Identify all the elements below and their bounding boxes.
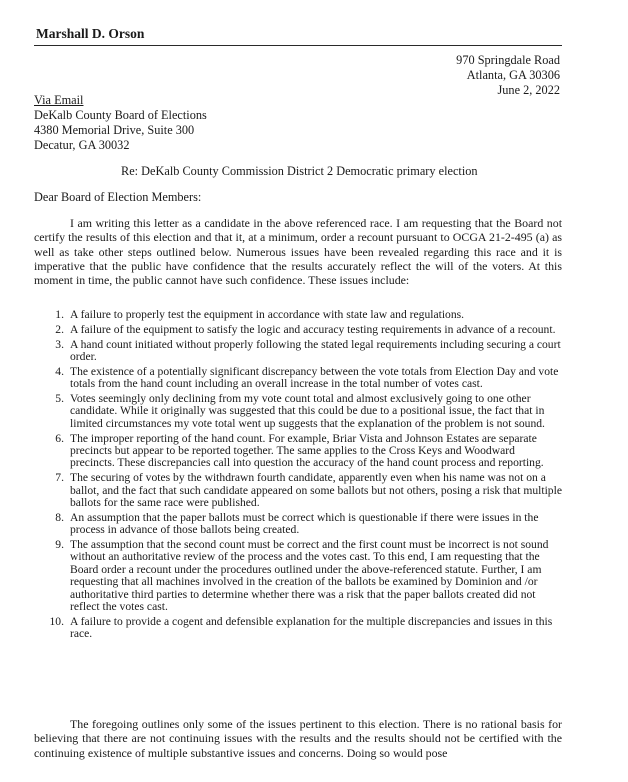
list-item <box>34 339 562 364</box>
addressee-street: 4380 Memorial Drive, Suite 300 <box>34 123 195 137</box>
list-item-number: 3. <box>55 337 64 351</box>
sender-city: Atlanta, GA 30306 <box>466 68 560 82</box>
addressee-block <box>34 93 207 153</box>
list-item-number: 8. <box>55 510 64 524</box>
letterhead-name: Marshall D. Orson <box>36 26 145 41</box>
delivery-method: Via Email <box>34 93 84 107</box>
subject-line: Re: DeKalb County Commission District 2 Democratic primary election <box>121 164 478 178</box>
list-item-number: 9. <box>55 538 64 552</box>
letter-date: June 2, 2022 <box>497 83 560 97</box>
list-item-number: 4. <box>55 364 64 378</box>
list-item-text: The assumption that the second count must be correct and the first count must be incorrect is not sound without an authoritative review of the process and the votes cast. To this end, I am requesting that the Board order a recount under the procedures outlined under the above-referenced statute. Further, I am requesting that all machines involved in the creation of the ballots be examined by Dominion and /or authoritative third parties to determine whether there was a risk that the paper ballots created did not reflect the votes cast. <box>70 538 549 614</box>
closing-paragraph: The foregoing outlines only some of the issues pertinent to this election. There is no rational basis for believing that there are not continuing issues with the results and the results should not be certified with the continuing existence of multiple substantive issues and concerns. Doing so would pose <box>34 717 562 760</box>
letterhead-divider <box>34 45 562 46</box>
list-item-number: 1. <box>55 308 64 321</box>
list-item <box>34 512 562 537</box>
salutation: Dear Board of Election Members: <box>34 190 202 204</box>
list-item-number: 6. <box>55 431 64 445</box>
list-item-text: A failure to properly test the equipment in accordance with state law and regulations. <box>70 308 465 321</box>
list-item <box>34 309 562 321</box>
list-item-number: 10. <box>49 614 64 628</box>
list-item <box>34 616 562 641</box>
list-item <box>34 393 562 430</box>
list-item-number: 5. <box>55 392 64 405</box>
issues-list <box>34 309 562 643</box>
addressee-organization: DeKalb County Board of Elections <box>34 108 207 122</box>
list-item-text: A failure of the equipment to satisfy the logic and accuracy testing requirements in advance of a recount. <box>70 322 556 336</box>
list-item-text: A hand count initiated without properly following the stated legal requirements including securing a court order. <box>70 337 561 363</box>
sender-street: 970 Springdale Road <box>456 53 560 67</box>
list-item-number: 7. <box>55 471 64 485</box>
list-item-text: The securing of votes by the withdrawn fourth candidate, apparently even when his name was not on a ballot, and the fact that such candidate appeared on some ballots but not others, posing a risk that multiple ballots for the same race were published. <box>70 471 562 510</box>
list-item-text: The existence of a potentially significant discrepancy between the vote totals from Election Day and vote totals from the hand count including an overall increase in the total number of votes cast. <box>70 364 559 391</box>
list-item-text: The improper reporting of the hand count. For example, Briar Vista and Johnson Estates are separate precincts but appear to be reported together. The same applies to the Cross Keys and Woodward precincts. These discrepancies call into question the accuracy of the hand count process and reporting. <box>70 431 544 470</box>
intro-paragraph: I am writing this letter as a candidate in the above referenced race. I am requesting that the Board not certify the results of this election and that it, at a minimum, order a recount pursuant to OCGA 21-2-495 (a) as well as take other steps outlined below. Numerous issues have been revealed regarding this race and it is imperative that the public have confidence that the results accurately reflect the will of the voters. At this moment in time, the public cannot have such confidence. These issues include: <box>34 216 562 288</box>
list-item <box>34 472 562 509</box>
list-item-text: An assumption that the paper ballots must be correct which is questionable if there were issues in the process in advance of those ballots being created. <box>70 510 539 537</box>
list-item-text: Votes seemingly only declining from my vote count total and almost exclusively going to one other candidate. While it originally was suggested that this could be due to a positional issue, the fact that in limited circumstances my vote total went up suggests that the explanation of the problem is not sound. <box>70 392 545 430</box>
list-item <box>34 539 562 613</box>
list-item <box>34 324 562 336</box>
addressee-city: Decatur, GA 30032 <box>34 138 130 152</box>
list-item-text: A failure to provide a cogent and defensible explanation for the multiple discrepancies and issues in this race. <box>70 614 553 641</box>
list-item <box>34 433 562 470</box>
sender-address-block <box>456 53 560 98</box>
list-item <box>34 366 562 391</box>
list-item-number: 2. <box>55 322 64 336</box>
